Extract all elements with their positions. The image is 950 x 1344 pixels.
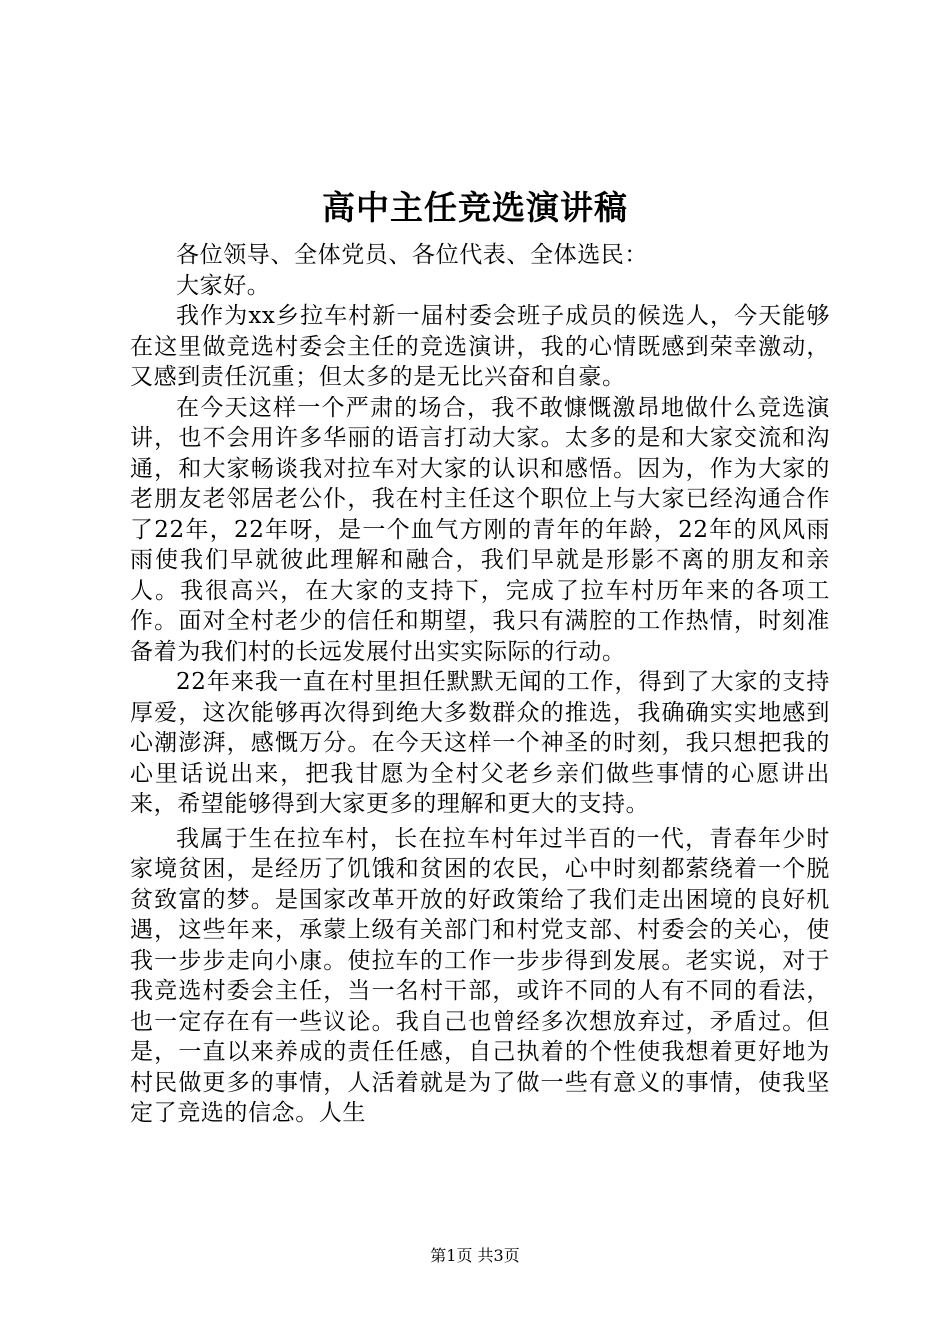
body-paragraph: 在今天这样一个严肃的场合，我不敢慷慨激昂地做什么竞选演讲，也不会用许多华丽的语言打动大家。太多的是和大家交流和沟通，和大家畅谈我对拉车对大家的认识和感悟。因为，作为大家的老朋友老邻居老公仆，我在村主任这个职位上与大家已经沟通合作了22年，22年呀，是一个血气方刚的青年的年龄，22年的风风雨雨使我们早就彼此理解和融合，我们早就是形影不离的朋友和亲人。我很高兴，在大家的支持下，完成了拉车村历年来的各项工作。面对全村老少的信任和期望，我只有满腔的工作热情，时刻准备着为我们村的长远发展付出实实际际的行动。 bbox=[130, 394, 830, 665]
greeting-paragraph: 大家好。 bbox=[176, 272, 271, 299]
document-body bbox=[130, 240, 830, 1129]
page-number-footer: 第1页 共3页 bbox=[430, 1246, 520, 1265]
salutation-paragraph: 各位领导、全体党员、各位代表、全体选民： bbox=[176, 242, 648, 268]
body-paragraph: 22年来我一直在村里担任默默无闻的工作，得到了大家的支持厚爱，这次能够再次得到绝大多数群众的推选，我确确实实地感到心潮澎湃，感慨万分。在今天这样一个神圣的时刻，我只想把我的心里话说出来，把我甘愿为全村父老乡亲们做些事情的心愿讲出来，希望能够得到大家更多的理解和更大的支持。 bbox=[130, 669, 830, 817]
document-title: 高中主任竞选演讲稿 bbox=[322, 188, 628, 227]
body-paragraph: 我属于生在拉车村，长在拉车村年过半百的一代，青春年少时家境贫困，是经历了饥饿和贫困的农民，心中时刻都萦绕着一个脱贫致富的梦。是国家改革开放的好政策给了我们走出困境的良好机遇，这些年来，承蒙上级有关部门和村党支部、村委会的关心，使我一步步走向小康。使拉车的工作一步步得到发展。老实说，对于我竞选村委会主任，当一名村干部，或许不同的人有不同的看法，也一定存在有一些议论。我自己也曾经多次想放弃过，矛盾过。但是，一直以来养成的责任任感，自己执着的个性使我想着更好地为村民做更多的事情，人活着就是为了做一些有意义的事情，使我坚定了竞选的信念。人生 bbox=[130, 825, 830, 1126]
body-paragraph: 我作为xx乡拉车村新一届村委会班子成员的候选人，今天能够在这里做竞选村委会主任的竞选演讲，我的心情既感到荣幸激动，又感到责任沉重；但太多的是无比兴奋和自豪。 bbox=[130, 303, 830, 390]
